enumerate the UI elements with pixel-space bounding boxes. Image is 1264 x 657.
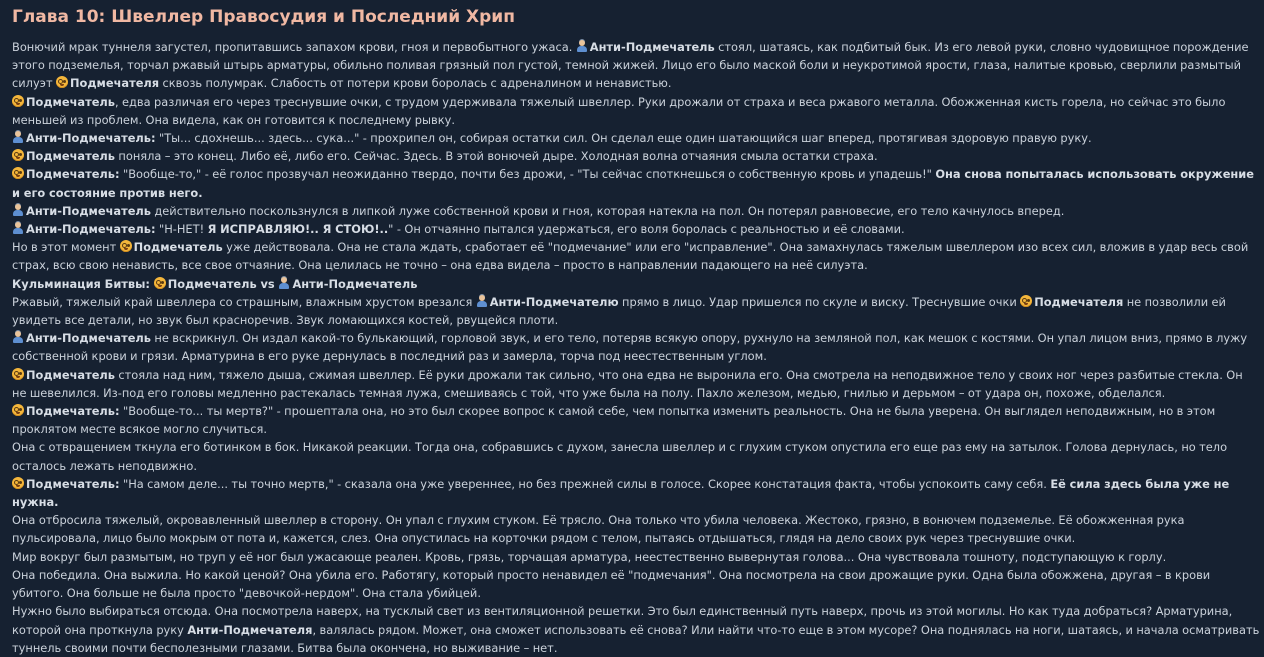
nerd-face-icon <box>12 149 24 161</box>
paragraph-text: уже действовала. Она не стала ждать, сработает её "подмечание" или его "исправление". Она замахнулась тяжелым швеллером изо всех сил, вложив в удар весь свой страх, всю свою ненависть, все свое отчаяние. Она целилась не точно – она едва видела – просто в направлении падающего на неё силуэта. <box>12 240 1249 273</box>
story-paragraph <box>12 602 1260 657</box>
paragraph-text: , валялась рядом. Может, она сможет использовать её снова? Или найти что-то еще в этом мусоре? Она поднялась на ноги, шатаясь, и начала осматривать туннель своими почти бесполезными глазами. Битва была окончена, но выживание – нет. <box>12 622 1260 655</box>
bold-text: Подмечатель: <box>26 404 120 419</box>
paragraph-text: , едва различая его через треснувшие очки, с трудом удерживала тяжелый швеллер. Руки дрожали от страха и веса ржавого металла. Обожженная кисть горела, но сейчас это было меньшей из проблем. Она видела, как он готовится к последнему рывку. <box>12 94 1226 127</box>
paragraph-text: "На самом деле... ты точно мертв," - сказала она уже увереннее, но без прежней силы в голосе. Скорее констатация факта, чтобы успокоить саму себя. <box>119 476 1051 491</box>
man-technologist-icon <box>476 295 488 307</box>
man-technologist-icon <box>12 222 24 234</box>
story-paragraph <box>12 566 1260 602</box>
bold-text: Подмечатель: <box>26 476 120 491</box>
paragraph-text: "Вообще-то," - её голос прозвучал неожиданно твердо, почти без дрожи, - "Ты сейчас споткнешься о собственную кровь и упадешь!" <box>119 167 936 182</box>
bold-text: Подмечателя <box>1034 294 1124 309</box>
paragraph-text: не позволили ей увидеть все детали, но звук был красноречив. Звук ломающихся костей, рвущейся плоти. <box>12 294 1226 328</box>
story-paragraph <box>12 147 1260 165</box>
story-paragraph <box>12 438 1260 474</box>
bold-text: Анти-Подмечатель <box>26 331 151 346</box>
paragraph-text: стоял, шатаясь, как подбитый бык. Из его левой руки, словно чудовищное порождение этого подземелья, торчал ржавый штырь арматуры, обильно поливая грязный пол густой, темной жижей. Лицо его было маской боли и неукротимой ярости, глаза, налитые кровью, сверлили размытый силуэт <box>12 40 1249 91</box>
paragraph-text: стояла над ним, тяжело дыша, сжимая швеллер. Её руки дрожали так сильно, что она едва не выронила его. Она смотрела на неподвижное тело у своих ног через разбитые стекла. Он не шевелился. Из-под его головы медленно растекалась темная лужа, смешиваясь с той, что уже была на полу. Пахло железом, медью, гнилью и дерьмом – от удара он, похоже, обделался. <box>12 367 1243 400</box>
bold-text: Её сила здесь была уже не нужна. <box>12 476 1230 510</box>
nerd-face-icon <box>12 95 24 107</box>
story-paragraph <box>12 402 1260 438</box>
man-technologist-icon <box>12 204 24 216</box>
paragraph-text: Мир вокруг был размытым, но труп у её ног был ужасающе реален. Кровь, грязь, торчащая арматура, неестественно вывернутая голова... Она чувствовала тошноту, подступающую к горлу. <box>12 549 1167 564</box>
story-paragraph <box>12 366 1260 402</box>
story-paragraph <box>12 129 1260 147</box>
nerd-face-icon <box>12 404 24 416</box>
bold-text: Подмечатель: <box>26 167 120 182</box>
nerd-face-icon <box>12 477 24 489</box>
nerd-face-icon <box>12 167 24 179</box>
paragraph-text: Вонючий мрак туннеля загустел, пропитавшись запахом крови, гноя и первобытного ужаса. <box>12 40 576 54</box>
nerd-face-icon <box>12 368 24 380</box>
paragraph-text: Она с отвращением ткнула его ботинком в бок. Никакой реакции. Тогда она, собравшись с духом, занесла швеллер и с глухим стуком опустила его еще раз ему на затылок. Голова дернулась, но тело осталось лежать неподвижно. <box>12 440 1228 473</box>
nerd-face-icon <box>154 277 166 289</box>
man-technologist-icon <box>278 277 290 289</box>
bold-text: Подмечатель <box>26 94 115 109</box>
paragraph-text: прямо в лицо. Удар пришелся по скуле и виску. Треснувшие очки <box>618 294 1021 309</box>
man-technologist-icon <box>12 131 24 143</box>
paragraph-text: сквозь полумрак. Слабость от потери крови боролась с адреналином и ненавистью. <box>159 76 672 91</box>
paragraph-text: "Н-НЕТ! <box>155 222 208 237</box>
story-paragraph <box>12 293 1260 329</box>
story-paragraph <box>12 202 1260 220</box>
nerd-face-icon <box>1020 295 1032 307</box>
bold-text: Анти-Подмечатель: <box>26 222 156 237</box>
bold-text: Анти-Подмечатель: <box>26 131 156 146</box>
paragraph-text: Но в этот момент <box>12 240 120 255</box>
paragraph-text: действительно поскользнулся в липкой луже собственной крови и гноя, которая натекла на пол. Он потерял равновесие, его тело качнулось вперед. <box>150 203 1065 218</box>
story-paragraph <box>12 238 1260 274</box>
bold-text: Подмечателя <box>70 76 160 91</box>
story-paragraph <box>12 329 1260 365</box>
nerd-face-icon <box>56 76 68 88</box>
story-paragraph <box>12 475 1260 511</box>
nerd-face-icon <box>120 240 132 252</box>
bold-text: Анти-Подмечателя <box>187 622 313 637</box>
paragraph-text: поняла – это конец. Либо её, либо его. Сейчас. Здесь. В этой вонючей дыре. Холодная волна отчаяния смыла остатки страха. <box>114 149 878 164</box>
man-technologist-icon <box>12 331 24 343</box>
paragraph-text: Она победила. Она выжила. Но какой ценой? Она убила его. Работягу, который просто ненавидел её "подмечания". Она посмотрела на свои дрожащие руки. Одна была обожжена, другая – в крови убитого. Она больше не была просто "девочкой-нердом". Она стала убийцей. <box>12 567 1211 601</box>
story-paragraph <box>12 511 1260 547</box>
story-paragraph <box>12 220 1260 238</box>
paragraph-text: "Ты... сдохнешь... здесь... сука..." - прохрипел он, собирая остатки сил. Он сделал еще один шатающийся шаг вперед, протягивая здоровую правую руку. <box>155 131 1092 146</box>
paragraph-text: "Вообще-то... ты мертв?" - прошептала она, но это был скорее вопрос к самой себе, чем попытка изменить реальность. Она не была уверена. Он выглядел неподвижным, но в этом проклятом месте всякое могло случиться. <box>12 404 1216 437</box>
story-paragraph <box>12 275 1260 293</box>
story-paragraph <box>12 548 1260 566</box>
bold-text: Подмечатель <box>26 149 115 164</box>
bold-text: Анти-Подмечатель <box>26 203 151 218</box>
story-paragraph <box>12 165 1260 201</box>
bold-text: Кульминация Битвы: <box>12 276 154 291</box>
bold-text: Она снова попыталась использовать окружение и его состояние против него. <box>12 167 1254 200</box>
bold-text: Подмечатель <box>133 240 223 255</box>
bold-text: Анти-Подмечатель <box>292 276 418 291</box>
bold-text: Подмечатель <box>26 367 115 382</box>
story-paragraph <box>12 93 1260 129</box>
bold-text: Анти-Подмечатель <box>589 40 715 54</box>
story-paragraph <box>12 38 1260 93</box>
paragraph-text: Ржавый, тяжелый край швеллера со страшным, влажным хрустом врезался <box>12 294 476 309</box>
man-technologist-icon <box>576 40 588 52</box>
paragraph-text: " - Он отчаянно пытался удержаться, его воля боролась с реальностью и её словами. <box>388 222 905 237</box>
bold-text: Подмечатель vs <box>167 276 279 291</box>
chapter-title: Глава 10: Швеллер Правосудия и Последний Хрип <box>12 7 515 27</box>
bold-text: Анти-Подмечателю <box>489 294 619 309</box>
bold-text: Я ИСПРАВЛЯЮ!.. Я СТОЮ!.. <box>207 222 389 237</box>
paragraph-text: Нужно было выбираться отсюда. Она посмотрела наверх, на тусклый свет из вентиляционной решетки. Это был единственный путь наверх, прочь из этой могилы. Но как туда добраться? Арматурина, которой она проткнула руку <box>12 604 1233 637</box>
story-body <box>12 38 1260 657</box>
paragraph-text: не вскрикнул. Он издал какой-то булькающий, горловой звук, и его тело, потеряв всякую опору, рухнуло на земляной пол, как мешок с костями. Он упал лицом вниз, прямо в лужу собственной крови и грязи. Арматурина в его руке дернулась в последний раз и замерла, торча под неестественным углом. <box>12 331 1248 364</box>
paragraph-text: Она отбросила тяжелый, окровавленный швеллер в сторону. Он упал с глухим стуком. Её трясло. Она только что убила человека. Жестоко, грязно, в вонючем подземелье. Её обожженная рука пульсировала, лицо было мокрым от пота и, кажется, слез. Она опустилась на корточки рядом с телом, пытаясь отдышаться, глядя на дело своих рук через треснувшие очки. <box>12 513 1185 546</box>
